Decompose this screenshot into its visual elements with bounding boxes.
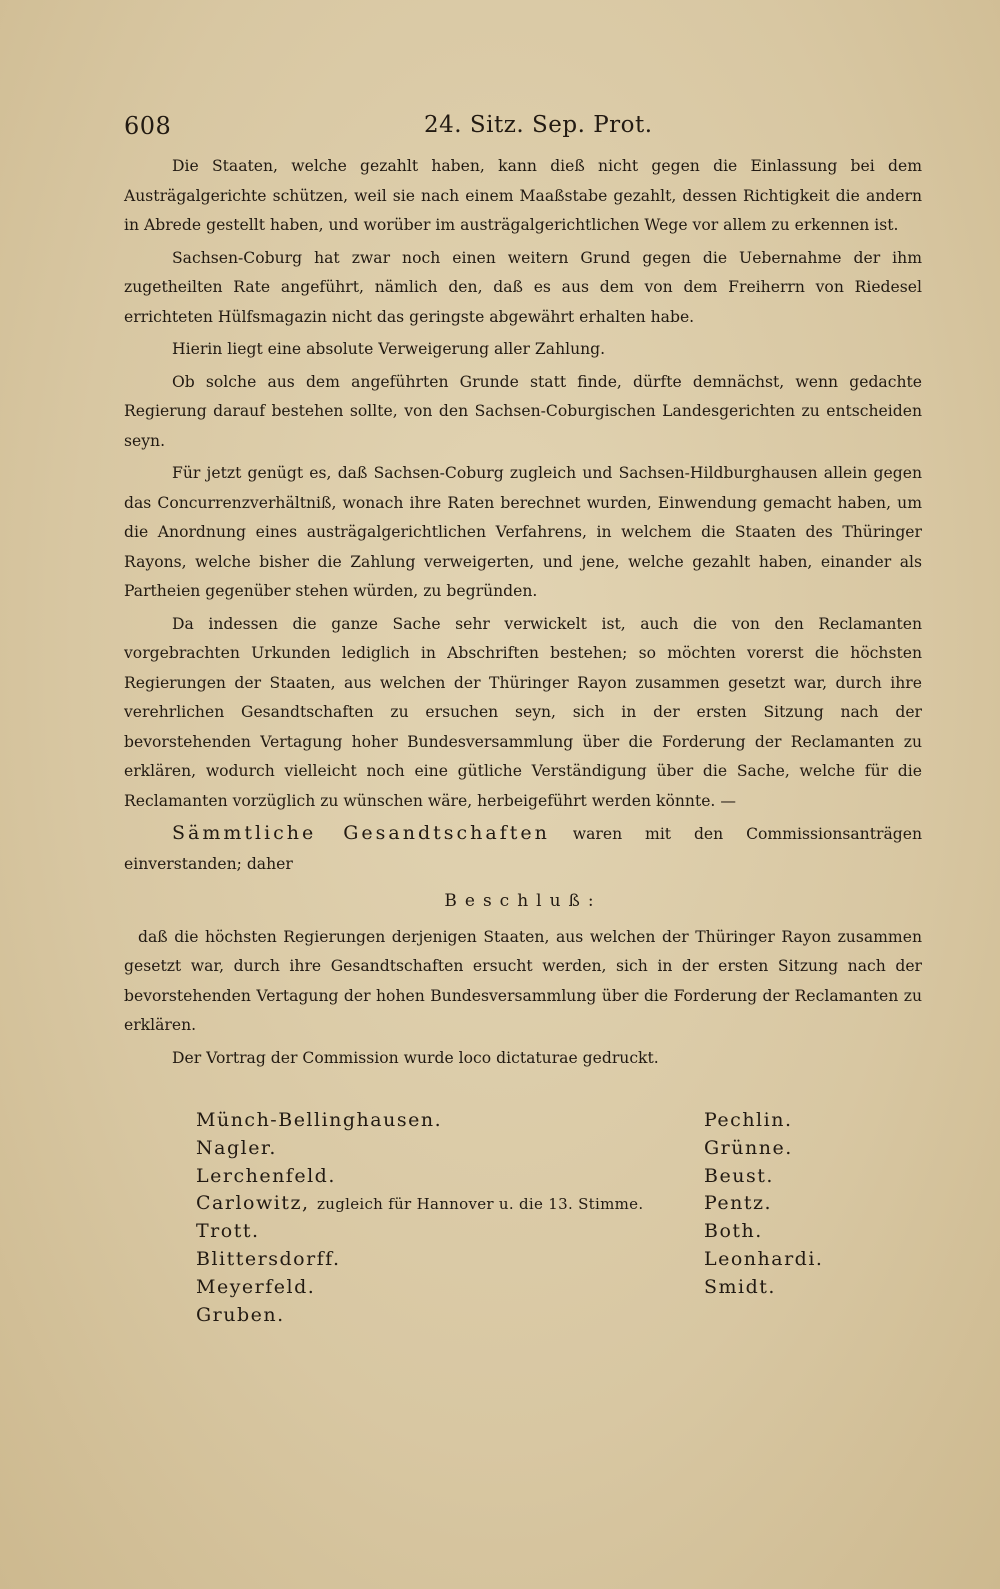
signature-note: zugleich für Hannover u. die 13. Stimme. bbox=[317, 1195, 644, 1214]
signature-entry bbox=[196, 1302, 686, 1330]
signature-entry bbox=[196, 1218, 686, 1246]
signature-name: Gruben. bbox=[196, 1303, 285, 1326]
signature-name: Trott. bbox=[196, 1220, 260, 1243]
agreement-lead: Sämmtliche Gesandtschaften bbox=[172, 822, 550, 844]
signature-entry bbox=[196, 1274, 686, 1302]
signature-entry bbox=[196, 1135, 686, 1163]
signature-entry: Pentz. bbox=[704, 1192, 773, 1215]
signature-name: Meyerfeld. bbox=[196, 1275, 316, 1298]
signature-name: Lerchenfeld. bbox=[196, 1164, 336, 1187]
paragraph: Für jetzt genügt es, daß Sachsen-Coburg zugleich und Sachsen-Hildburghausen allein gegen das Concurrenzverhältniß, wonach ihre Raten berechnet wurden, Einwendung gemacht haben, um die Anordnung eines austrägalgerichtlichen Verfahrens, in welchem die Staaten des Thüringer Rayons, welche bisher die Zahlung verweigerten, und jene, welche gezahlt haben, einander als Partheien gegenüber stehen würden, zu begründen. bbox=[124, 464, 922, 600]
signature-column-right bbox=[704, 1107, 904, 1302]
signature-entry bbox=[196, 1246, 686, 1274]
page-number: 608 bbox=[124, 112, 172, 140]
signature-name: Münch-Bellinghausen. bbox=[196, 1109, 443, 1131]
agreement-paragraph bbox=[124, 819, 922, 879]
signature-entry: Both. bbox=[704, 1220, 763, 1243]
signature-entry: Smidt. bbox=[704, 1275, 776, 1298]
running-head: 24. Sitz. Sep. Prot. bbox=[424, 112, 653, 138]
signature-entry: Beust. bbox=[704, 1164, 774, 1187]
paragraph: Ob solche aus dem angeführten Grunde statt finde, dürfte demnächst, wenn gedachte Regierung darauf bestehen sollte, von den Sachsen-Coburgischen Landesgerichten zu entscheiden seyn. bbox=[124, 372, 922, 450]
signature-entry bbox=[196, 1107, 686, 1135]
signature-entry bbox=[196, 1163, 686, 1191]
paragraph: Die Staaten, welche gezahlt haben, kann dieß nicht gegen die Einlassung bei dem Austrägalgerichte schützen, weil sie nach einem Maaßstabe gezahlt, dessen Richtigkeit die andern in Abrede gestellt haben, und worüber im austrägalgerichtlichen Wege vor allem zu erkennen ist. bbox=[124, 157, 922, 234]
paragraph: Hierin liegt eine absolute Verweigerung aller Zahlung. bbox=[172, 340, 606, 358]
signature-column-left bbox=[196, 1107, 686, 1329]
agreement-rest: waren mit den Commissionsanträgen einverstanden; daher bbox=[124, 825, 922, 873]
body-text bbox=[124, 152, 922, 1076]
resolution-text: daß die höchsten Regierungen derjenigen Staaten, aus welchen der Thüringer Rayon zusammen gesetzt war, durch ihre Gesandtschaften ersucht werden, sich in der ersten Sitzung nach der bevorstehenden Vertagung der hohen Bundesversammlung über die Forderung der Reclamanten zu erklären. bbox=[124, 927, 922, 1034]
signature-name: Carlowitz, bbox=[196, 1192, 310, 1215]
paragraph: Da indessen die ganze Sache sehr verwickelt ist, auch die von den Reclamanten vorgebrachten Urkunden lediglich in Abschriften bestehen; so möchten vorerst die höchsten Regierungen der Staaten, aus welchen der Thüringer Rayon zusammen gesetzt war, durch ihre verehrlichen Gesandtschaften zu ersuchen seyn, sich in der ersten Sitzung nach der bevorstehenden Vertagung hoher Bundesversammlung über die Forderung der Reclamanten zu erklären, wodurch vielleicht noch eine gütliche Verständigung über die Sache, welche für die Reclamanten vorzüglich zu wünschen wäre, herbeigeführt werden könnte. — bbox=[124, 614, 922, 810]
signature-entry: Pechlin. bbox=[704, 1109, 793, 1131]
resolution-heading: Beschluß: bbox=[444, 891, 602, 911]
closing-note: Der Vortrag der Commission wurde loco dictaturae gedruckt. bbox=[172, 1048, 659, 1067]
signature-entry bbox=[196, 1190, 686, 1218]
page-header bbox=[124, 112, 924, 146]
signature-entry: Grünne. bbox=[704, 1136, 793, 1159]
paragraph: Sachsen-Coburg hat zwar noch einen weitern Grund gegen die Uebernahme der ihm zugetheilten Rate angeführt, nämlich den, daß es aus dem von dem Freiherrn von Riedesel errichteten Hülfsmagazin nicht das geringste abgewährt erhalten habe. bbox=[124, 248, 922, 326]
signature-name: Blittersdorff. bbox=[196, 1247, 341, 1270]
signature-entry: Leonhardi. bbox=[704, 1247, 824, 1270]
signature-name: Nagler. bbox=[196, 1136, 277, 1159]
